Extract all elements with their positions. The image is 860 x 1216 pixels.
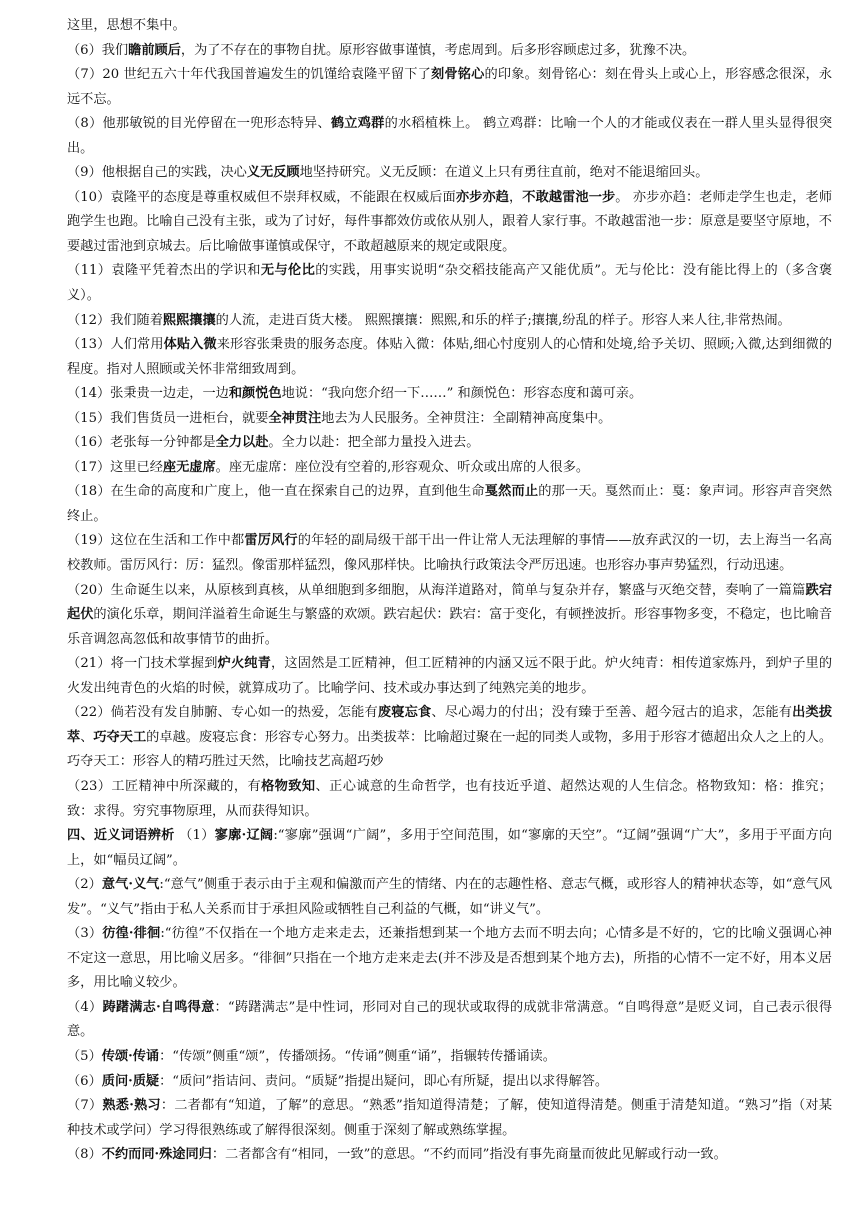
- bold-term: 寥廓·辽阔: [214, 828, 274, 844]
- text-run: 、尽心竭力的付出；没有臻于至善、超今冠古的追求，怎能有: [431, 705, 793, 721]
- paragraph: [67, 1143, 832, 1168]
- paragraph: [67, 259, 832, 308]
- text-run: （11）袁隆平凭着杰出的学识和: [67, 263, 261, 279]
- paragraph: [67, 996, 832, 1045]
- paragraph: [67, 333, 832, 382]
- paragraph: [67, 112, 832, 161]
- paragraph: [67, 407, 832, 432]
- bold-term: 座无虚席: [162, 459, 216, 475]
- text-run: （3）: [67, 926, 103, 942]
- text-run: （10）袁隆平的态度是尊重权威但不崇拜权威，不能跟在权威后面: [67, 189, 456, 205]
- text-run: ：“踌躇满志”是中性词，形同对自己的现状或取得的成就非常满意。“自鸣得意”是贬义词，自己表示很得意。: [67, 999, 833, 1040]
- bold-term: 跌宕起伏: [67, 582, 833, 623]
- bold-term: 格物致知: [261, 778, 316, 794]
- bold-term: 熟悉·熟习: [102, 1098, 161, 1114]
- text-run: :“彷徨”不仅指在一个地方走来走去，还兼指想到某一个地方去而不明去向；心情多是不好的，它的比喻义强调心神不定这一意思，用比喻义居多。“徘徊”只指在一个地方走来走去(并不涉及是否想到某个地方去)，所指的心情不一定不好，用本义居多，用比喻义较少。: [67, 926, 832, 991]
- bold-term: 彷徨·徘徊: [102, 926, 161, 942]
- bold-term: 传颂·传诵: [101, 1048, 160, 1064]
- bold-term: 无与伦比: [260, 263, 316, 279]
- text-run: （21）将一门技术掌握到: [67, 656, 218, 672]
- bold-term: 义无反顾: [246, 165, 300, 181]
- bold-term: 体贴入微: [163, 337, 217, 353]
- text-run: 的卓越。废寝忘食：形容专心努力。出类拔萃：比喻超过聚在一起的同类人或物，多用于形容才德超出众人之上的人。巧夺天工：形容人的精巧胜过天然，比喻技艺高超巧妙: [67, 729, 833, 770]
- text-run: （18）在生命的高度和广度上，他一直在探索自己的边界，直到他生命: [67, 484, 485, 500]
- paragraph: [67, 39, 832, 64]
- text-run: ：二者都含有“相同，一致”的意思。“不约而同”指没有事先商量而彼此见解或行动一致。: [211, 1147, 727, 1163]
- paragraph: [67, 161, 832, 186]
- text-run: （6）: [67, 1073, 102, 1089]
- bold-term: 雷厉风行: [244, 533, 298, 549]
- paragraph: [67, 480, 832, 529]
- bold-term: 踌躇满志·自鸣得意: [102, 999, 215, 1015]
- text-run: 的印象。刻骨铭心：刻在骨头上或心上，形容感念很深，永远不忘。: [67, 67, 833, 107]
- text-run: 来形容张秉贵的服务态度。体贴入微：体贴,细心忖度别人的心情和处境,给予关切、照顾;入微,达到细微的程度。指对人照顾或关怀非常细致周到。: [67, 337, 833, 377]
- bold-term: 戛然而止: [484, 484, 539, 500]
- text-run: :“意气”侧重于表示由于主观和偏激而产生的情绪、内在的志趣性格、意志气概，或形容人的精神状态等，如“意气风发”。“义气”指由于私人关系而甘于承担风险或牺牲自己利益的气概，如“讲义气”。: [67, 877, 832, 917]
- text-run: 的那一天。戛然而止：戛：象声词。形容声音突然终止。: [67, 484, 833, 524]
- bold-term: 鹤立鸡群: [330, 116, 385, 132]
- paragraph: [67, 309, 832, 334]
- text-run: （5）: [67, 1048, 102, 1064]
- text-run: （4）: [67, 999, 103, 1015]
- paragraph: [67, 382, 832, 407]
- bold-term: 全力以赴: [215, 435, 269, 451]
- text-run: （16）老张每一分钟都是: [67, 435, 216, 451]
- paragraph: [67, 456, 832, 481]
- text-run: :“寥廓”强调“广阔”，多用于空间范围，如“寥廓的天空”。“辽阔”强调“广大”，多用于平面方向上，如“幅员辽阔”。: [67, 828, 833, 868]
- text-run: （14）张秉贵一边走，一边: [67, 386, 229, 402]
- text-run: 的实践，用事实说明“杂交稻技能高产又能优质”。无与伦比：没有能比得上的（多含褒义）。: [67, 263, 833, 304]
- bold-term: 巧夺天工: [93, 729, 147, 745]
- paragraph: [67, 186, 832, 260]
- text-run: （2）: [67, 877, 102, 893]
- bold-term: 四、近义词语辨析: [67, 828, 175, 844]
- bold-term: 不约而同·殊途同归: [101, 1147, 212, 1163]
- text-run: （20）生命诞生以来，从原核到真核，从单细胞到多细胞，从海洋道路对，简单与复杂并存，繁盛与灭绝交替，奏响了一篇篇: [67, 582, 806, 598]
- bold-term: 炉火纯青: [217, 656, 272, 672]
- text-run: 的人流，走进百货大楼。 熙熙攘攘：熙熙,和乐的样子;攘攘,纷乱的样子。形容人来人往,非常热闹。: [215, 312, 791, 328]
- text-run: （22）倘若没有发自肺腑、专心如一的热爱，怎能有: [67, 705, 378, 721]
- paragraph: [67, 579, 832, 653]
- text-run: 。 亦步亦趋：老师走学生也走，老师跑学生也跑。比喻自己没有主张，或为了讨好，每件事都效仿或依从别人，跟着人家行事。不敢越雷池一步：原意是要坚守原地，不要越过雷池到京城去。后比喻做事谨慎或保守，不敢超越原来的规定或限度。: [67, 189, 833, 254]
- text-run: （7）20 世纪五六十年代我国普遍发生的饥馑给袁隆平留下了: [67, 67, 432, 83]
- paragraph: [67, 529, 832, 578]
- text-run: 的演化乐章，期间洋溢着生命诞生与繁盛的欢颂。跌宕起伏：跌宕：富于变化，有顿挫波折。形容事物多变，不稳定，也比喻音乐音调忽高忽低和故事情节的曲折。: [67, 607, 833, 647]
- text-run: （15）我们售货员一进柜台，就要: [67, 410, 269, 426]
- bold-term: 废寝忘食: [377, 705, 432, 721]
- paragraph: [67, 824, 832, 873]
- text-run: 地去为人民服务。全神贯注：全副精神高度集中。: [321, 410, 612, 426]
- text-run: 这里，思想不集中。: [67, 18, 186, 33]
- bold-term: 全神贯注: [268, 410, 322, 426]
- text-run: （8）他那敏锐的目光停留在一兜形态特异、: [67, 116, 331, 132]
- text-run: ：“质问”指诘问、责问。“质疑”指提出疑问，即心有所疑，提出以求得解答。: [159, 1073, 609, 1089]
- text-run: （19）这位在生活和工作中都: [67, 533, 245, 549]
- text-run: （6）我们: [67, 42, 129, 58]
- paragraph: [67, 652, 832, 701]
- text-run: 、正心诚意的生命哲学，也有技近乎道、超然达观的人生信念。格物致知：格：推究；致：求得。穷究事物原理，从而获得知识。: [67, 778, 833, 819]
- bold-term: 熙熙攘攘: [162, 312, 216, 328]
- text-run: 的水稻植株上。 鹤立鸡群：比喻一个人的才能或仪表在一群人里头显得很突出。: [67, 116, 833, 156]
- paragraph: [67, 775, 832, 824]
- text-run: （17）这里已经: [67, 459, 163, 475]
- paragraph: [67, 1070, 832, 1095]
- bold-term: 不敢越雷池一步: [522, 189, 616, 205]
- bold-term: 出类拔萃: [67, 705, 833, 745]
- text-run: （9）他根据自己的实践，决心: [67, 165, 247, 181]
- bold-term: 刻骨铭心: [431, 67, 485, 83]
- bold-term: 质问·质疑: [101, 1073, 160, 1089]
- bold-term: 亦步亦趋: [455, 189, 509, 205]
- text-run: （1）: [174, 828, 215, 844]
- paragraph: [67, 701, 832, 775]
- text-run: 地说：“我向您介绍一下……” 和颜悦色：形容态度和蔼可亲。: [281, 386, 643, 402]
- text-run: ，: [508, 189, 523, 205]
- text-run: 、: [80, 729, 94, 745]
- text-run: ，为了不存在的事物自扰。原形容做事谨慎，考虑周到。后多形容顾虑过多，犹豫不决。: [180, 42, 696, 58]
- bold-term: 瞻前顾后: [128, 42, 181, 58]
- text-run: ：“传颂”侧重“颂”，传播颂扬。“传诵”侧重“诵”，指辗转传播诵读。: [159, 1048, 556, 1064]
- paragraph: [67, 431, 832, 456]
- paragraph: [67, 63, 832, 112]
- text-run: 。全力以赴：把全部力量投入进去。: [268, 435, 480, 451]
- text-run: （13）人们常用: [67, 337, 164, 353]
- text-run: ：二者都有“知道，了解”的意思。“熟悉”指知道得清楚；了解，使知道得清楚。侧重于清楚知道。“熟习”指（对某种技术或学问）学习得很熟练或了解得很深刻。侧重于深刻了解或熟练掌握。: [67, 1098, 833, 1138]
- document-body: [67, 14, 832, 1168]
- bold-term: 和颜悦色: [228, 386, 282, 402]
- text-run: （8）: [67, 1147, 102, 1163]
- text-run: 。座无虚席：座位没有空着的,形容观众、听众或出席的人很多。: [215, 459, 590, 475]
- paragraph: [67, 14, 832, 39]
- paragraph: [67, 873, 832, 922]
- text-run: ，这固然是工匠精神，但工匠精神的内涵又远不限于此。炉火纯青：相传道家炼丹，到炉子里的火发出纯青色的火焰的时候，就算成功了。比喻学问、技术或办事达到了纯熟完美的地步。: [67, 656, 833, 696]
- text-run: 的年轻的副局级干部干出一件让常人无法理解的事情——放弃武汉的一切，去上海当一名高校教师。雷厉风行：厉：猛烈。像雷那样猛烈，像风那样快。比喻执行政策法令严厉迅速。也形容办事声势猛烈，行动迅速。: [67, 533, 833, 574]
- paragraph: [67, 1094, 832, 1143]
- text-run: 地坚持研究。义无反顾：在道义上只有勇往直前，绝对不能退缩回头。: [299, 165, 709, 181]
- bold-term: 意气·义气: [101, 877, 160, 893]
- text-run: （12）我们随着: [67, 312, 163, 328]
- paragraph: [67, 922, 832, 996]
- text-run: （23）工匠精神中所深藏的，有: [67, 778, 262, 794]
- paragraph: [67, 1045, 832, 1070]
- text-run: （7）: [67, 1098, 103, 1114]
